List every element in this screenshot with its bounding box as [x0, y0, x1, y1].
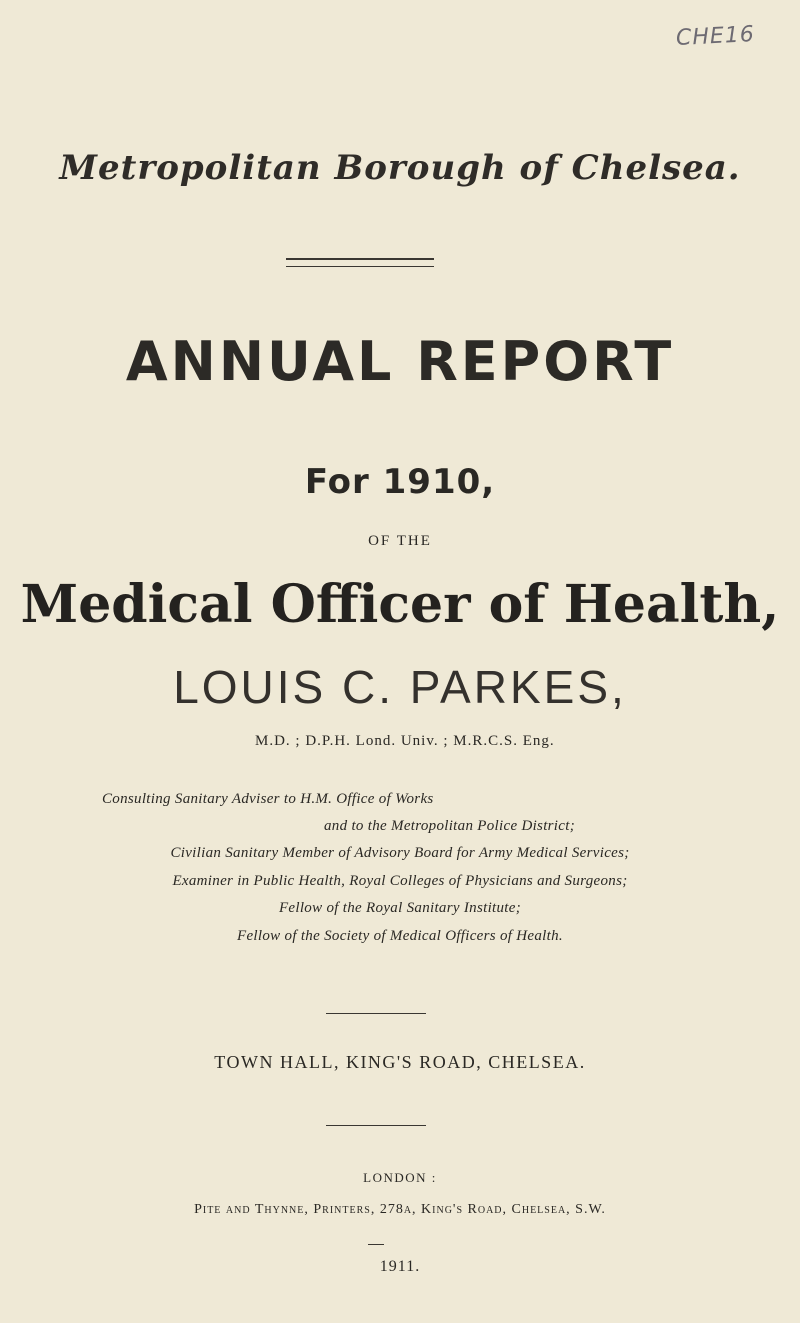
officer-qualifications: M.D. ; D.P.H. Lond. Univ. ; M.R.C.S. Eng.: [255, 733, 555, 749]
handwritten-reference: CHE16: [675, 21, 756, 52]
of-the-label: OF THE: [368, 533, 432, 549]
divider: [368, 1244, 384, 1245]
double-rule-divider: [286, 258, 434, 267]
officer-name: LOUIS C. PARKES,: [173, 661, 627, 713]
divider: [326, 1125, 426, 1126]
credential-line: Civilian Sanitary Member of Advisory Board for Army Medical Services;: [170, 845, 630, 861]
publication-place: LONDON :: [363, 1170, 437, 1185]
report-title: ANNUAL REPORT: [125, 330, 675, 393]
credential-line: Examiner in Public Health, Royal Colleges of Physicians and Surgeons;: [172, 873, 628, 889]
address: TOWN HALL, KING'S ROAD, CHELSEA.: [214, 1052, 586, 1072]
credential-line: Fellow of the Royal Sanitary Institute;: [278, 900, 522, 916]
credential-line: Fellow of the Society of Medical Officers of Health.: [237, 928, 563, 944]
borough-heading: Metropolitan Borough of Chelsea.: [59, 148, 741, 188]
divider: [326, 1013, 426, 1014]
credential-line: and to the Metropolitan Police District;: [324, 818, 575, 834]
officer-title: Medical Officer of Health,: [20, 574, 780, 635]
credential-line: Consulting Sanitary Adviser to H.M. Office of Works: [102, 791, 434, 807]
printers-line: Pite and Thynne, Printers, 278a, King's Road, Chelsea, S.W.: [194, 1202, 606, 1217]
report-year: For 1910,: [304, 462, 496, 502]
publication-year: 1911.: [379, 1258, 421, 1275]
